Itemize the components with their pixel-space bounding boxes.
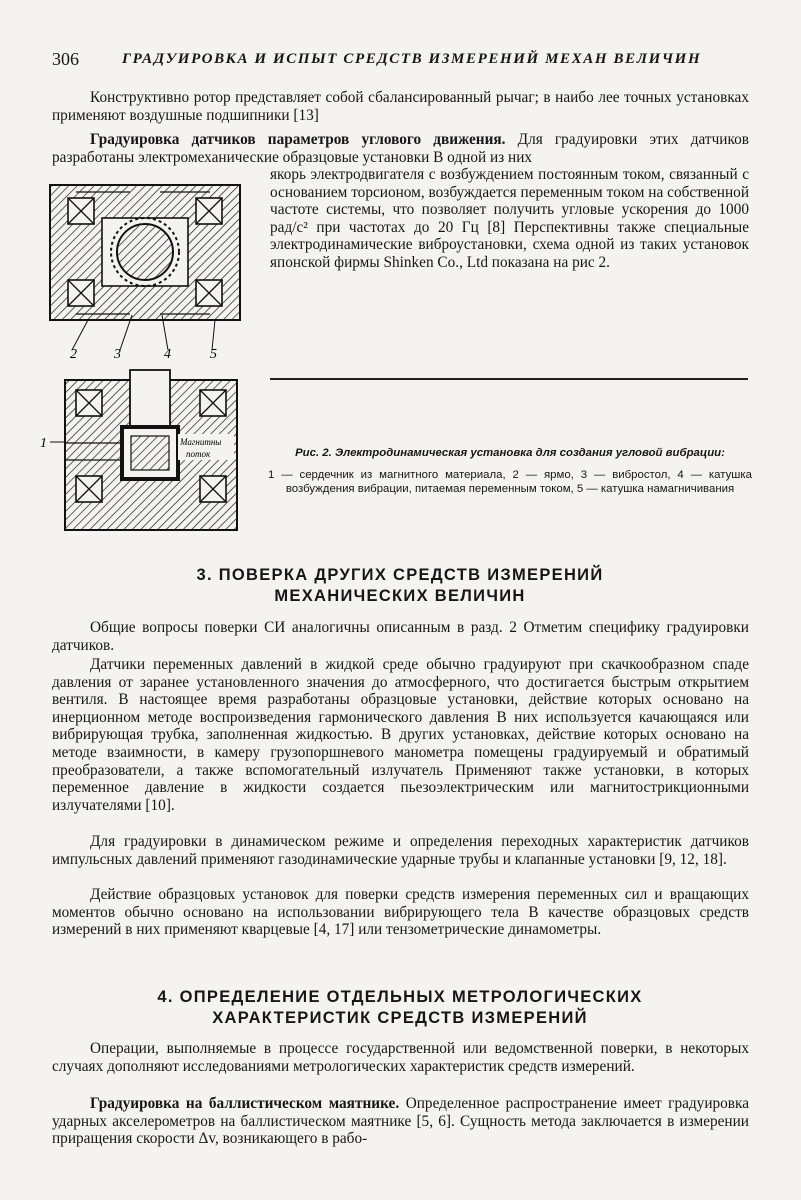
flux-label-line-2: поток <box>186 449 211 459</box>
caption-rule <box>270 378 748 380</box>
flux-label-line-1: Магнитны <box>180 437 222 447</box>
page-number: 306 <box>52 49 79 69</box>
angular-motion-heading: Градуировка датчиков параметров углового движения. <box>90 131 506 148</box>
section-3-paragraph-3: Для градуировки в динамическом режиме и определения переходных характеристик датчиков импульсных давлений применяют газодинамические ударные трубы и клапанные установки [9, 12, 18]. <box>52 833 749 868</box>
top-view <box>50 185 240 320</box>
intro-paragraph-2 <box>52 131 749 166</box>
figure-caption <box>268 446 752 496</box>
section-3-title-line-1: 3. ПОВЕРКА ДРУГИХ СРЕДСТВ ИЗМЕРЕНИЙ <box>196 566 604 584</box>
label-3: 3 <box>114 347 121 362</box>
label-2: 2 <box>70 347 77 362</box>
ballistic-pendulum-heading: Градуировка на баллистическом маятнике. <box>90 1095 400 1112</box>
section-3-title-line-2: МЕХАНИЧЕСКИХ ВЕЛИЧИН <box>274 587 526 605</box>
armature-circle <box>117 224 173 280</box>
vibration-setup-diagram <box>40 180 250 540</box>
vibration-table <box>130 370 170 430</box>
section-3-paragraph-4: Действие образцовых установок для поверки средств измерения переменных сил и вращающих моментов обычно основано на использовании вибрирующего тела В качестве образцовых средств измерений в них применяют кварцевые [4, 17] или тензометрические динамометры. <box>52 886 749 939</box>
intro-paragraph-2-lead: Для градуировки этих датчиков разработаны электромеханические образцовые установки В одной из них <box>52 131 749 166</box>
caption-title: Рис. 2. Электродинамическая установка для создания угловой вибрации: <box>295 447 725 459</box>
section-4-paragraph-1: Операции, выполняемые в процессе государственной или ведомственной поверки, в некоторых случаях дополняют исследованиями метрологических характеристик средств измерений. <box>52 1040 749 1075</box>
label-1: 1 <box>40 436 47 451</box>
section-4-paragraph-2 <box>52 1095 749 1148</box>
running-title: ГРАДУИРОВКА И ИСПЫТ СРЕДСТВ ИЗМЕРЕНИЙ МЕХАН ВЕЛИЧИН <box>122 51 702 67</box>
label-4: 4 <box>164 347 171 362</box>
section-3-paragraph-2: Датчики переменных давлений в жидкой среде обычно градуируют при скачкообразном спаде давления от заранее установленного значения до атмосферного, что достигается быстрым открытием вентиля. В настоящее время разработаны образцовые установки, действие которых основано на инерционном методе воспроизведения гармонического давления В них используется качающаяся или вибрирующая трубка, заполненная жидкостью. В других установках, действие которых основано на методе взаимности, в камеру грузопоршневого манометра помещены градуируемый и обратимый преобразователи, а также вспомогательный излучатель Применяют также установки, в которых переменное давление в жидкости создается пьезоэлектрическим или магнитострикционными излучателями [10]. <box>52 656 749 814</box>
section-4-title-line-1: 4. ОПРЕДЕЛЕНИЕ ОТДЕЛЬНЫХ МЕТРОЛОГИЧЕСКИХ <box>157 988 643 1006</box>
section-3-title <box>60 565 740 607</box>
core-inner <box>131 436 169 470</box>
section-4-title-line-2: ХАРАКТЕРИСТИК СРЕДСТВ ИЗМЕРЕНИЙ <box>212 1009 588 1027</box>
intro-paragraph-1: Конструктивно ротор представляет собой сбалансированный рычаг; в наибо лее точных установках применяют воздушные подшипники [13] <box>52 89 749 124</box>
label-5: 5 <box>210 347 217 362</box>
side-view <box>50 370 237 530</box>
section-3-paragraph-1: Общие вопросы поверки СИ аналогичны описанным в разд. 2 Отметим специфику градуировки датчиков. <box>52 619 749 654</box>
intro-paragraph-2-wrap: якорь электродвигателя с возбуждением постоянным током, связанный с основанием торсионом, возбуждается переменным током на собственной частоте системы, что позволяет получить угловые ускорения до 1000 рад/с² при частотах до 20 Гц [8] Перспективны также специальные электродинамические виброустановки, схема одной из таких установок японской фирмы Shinken Co., Ltd показана на рис 2. <box>270 166 749 271</box>
caption-body: 1 — сердечник из магнитного материала, 2 — ярмо, 3 — вибростол, 4 — катушка возбуждения вибрации, питаемая переменным током, 5 — катушка намагничивания <box>268 469 752 495</box>
section-4-title <box>60 987 740 1029</box>
section-4-paragraph-2-text: Определенное распространение имеет градуировка ударных акселерометров на баллистическом маятнике [5, 6]. Сущность метода заключается в измерении приращения скорости Δv, возникающего в рабо- <box>52 1095 750 1148</box>
